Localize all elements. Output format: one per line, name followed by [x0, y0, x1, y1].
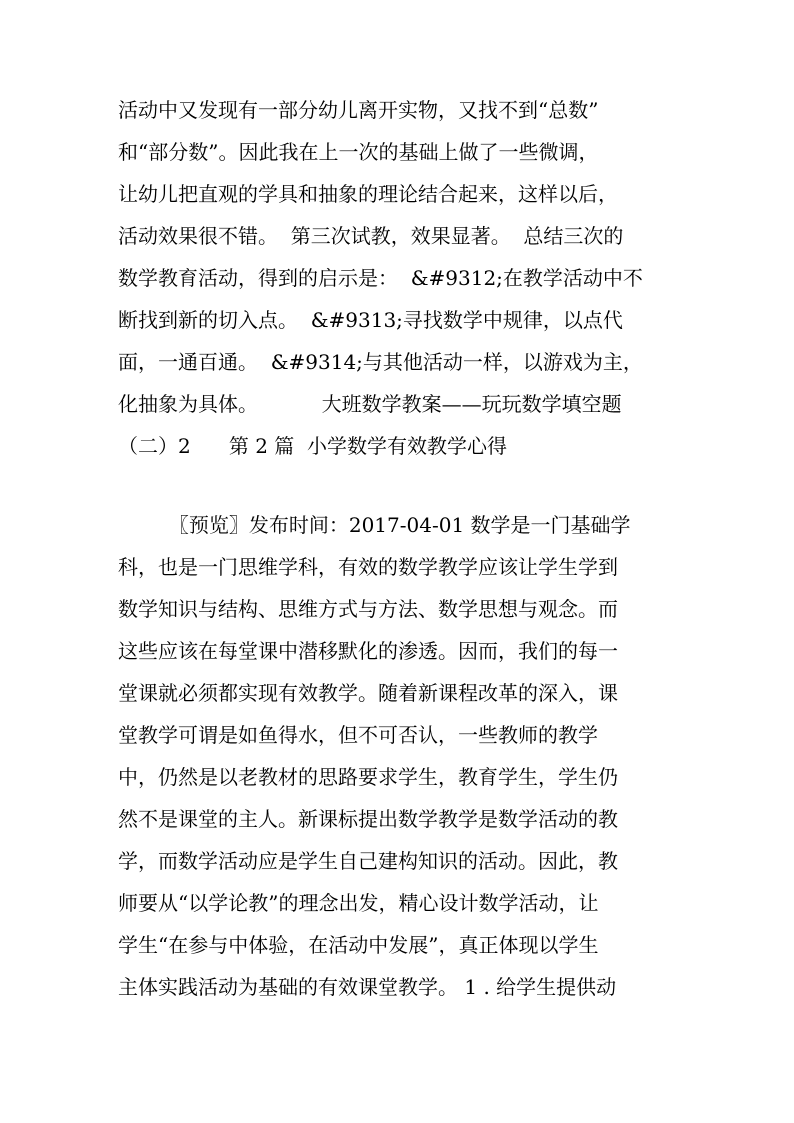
text-line: （二）2 第 2 篇 小学数学有效教学心得: [118, 434, 508, 458]
text-line: 中，仍然是以老教材的思路要求学生，教育学生，学生仍: [118, 765, 618, 789]
text-line: 活动效果很不错。 第三次试教，效果显著。 总结三次的: [118, 224, 624, 248]
text-line: 数学知识与结构、思维方式与方法、数学思想与观念。而: [118, 597, 618, 621]
text-line: 堂课就必须都实现有效教学。随着新课程改革的深入，课: [118, 681, 618, 705]
text-line: 断找到新的切入点。 &#9313;寻找数学中规律，以点代: [118, 308, 623, 332]
text-line: 学，而数学活动应是学生自己建构知识的活动。因此，教: [118, 849, 618, 873]
text-line: 化抽象为具体。 大班数学教案——玩玩数学填空题: [118, 392, 622, 416]
text-line: 活动中又发现有一部分幼儿离开实物，又找不到“总数”: [118, 98, 599, 122]
text-line: 然不是课堂的主人。新课标提出数学教学是数学活动的教: [118, 807, 618, 831]
text-line: 〖预览〗发布时间：2017-04-01 数学是一门基础学: [118, 513, 631, 537]
text-line: 师要从“以学论教”的理念出发，精心设计数学活动，让: [118, 891, 599, 915]
text-line: 学生“在参与中体验，在活动中发展”，真正体现以学生: [118, 933, 599, 957]
text-line: 堂教学可谓是如鱼得水，但不可否认，一些教师的教学: [118, 723, 598, 747]
text-line: 和“部分数”。因此我在上一次的基础上做了一些微调，: [118, 140, 599, 164]
text-line: 科，也是一门思维学科，有效的数学教学应该让学生学到: [118, 555, 618, 579]
text-line: 数学教育活动，得到的启示是： &#9312;在教学活动中不: [118, 266, 643, 290]
text-line: 面，一通百通。 &#9314;与其他活动一样，以游戏为主，: [118, 350, 643, 374]
text-line: 让幼儿把直观的学具和抽象的理论结合起来，这样以后，: [118, 182, 618, 206]
text-line: 这些应该在每堂课中潜移默化的渗透。因而，我们的每一: [118, 639, 618, 663]
text-line: 主体实践活动为基础的有效课堂教学。 1 . 给学生提供动: [118, 975, 617, 999]
